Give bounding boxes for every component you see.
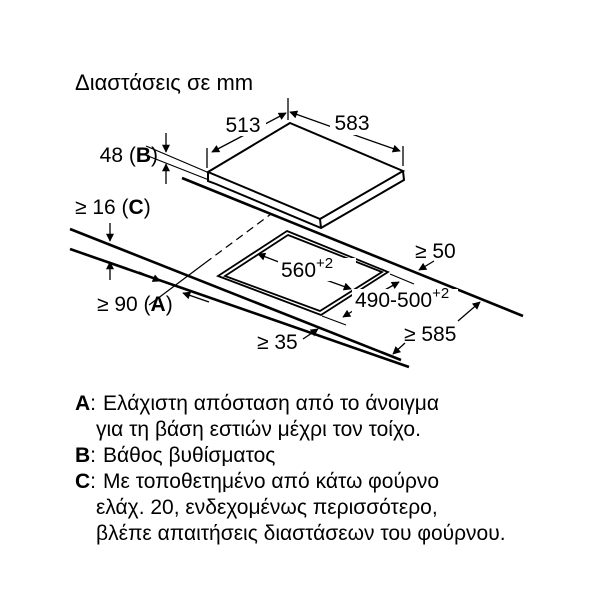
dim-585-arrow-upright (458, 302, 480, 321)
note-text: Ελάχιστη απόσταση από το άνοιγμα (103, 392, 440, 415)
dim-90-arrow-left (183, 293, 209, 302)
note-line: για τη βάση εστιών μέχρι τον τοίχο. (96, 418, 421, 441)
dim-label-513: 513 (225, 114, 261, 137)
dim-label-560: $560^{+2}$ (281, 255, 334, 282)
legend-notes (75, 391, 545, 547)
dim-label-490-500: $490-500^{+2}$ (355, 285, 450, 312)
note-line: ελάχ. 20, ενδεχομένως περισσότερο, (96, 496, 438, 519)
dim-label-16-C: ≥ 16 (C) (75, 196, 151, 219)
dim-label-48-B: 48 (B) (99, 144, 158, 167)
dim-label-50: ≥ 50 (415, 240, 456, 263)
note-line (75, 469, 545, 495)
dim-label-90-A: ≥ 90 (A) (97, 293, 173, 316)
cutout-depth-extension-bottom (322, 316, 346, 325)
cutout-depth-extension-top (390, 274, 414, 284)
note-line (75, 391, 545, 417)
hob-top-surface (208, 123, 403, 219)
dim-label-35: ≥ 35 (257, 331, 298, 354)
note-line: βλέπε απαιτήσεις διαστάσεων του φούρνου. (96, 522, 506, 545)
dim-label-585: ≥ 585 (404, 323, 457, 346)
dim-90-arrow-right (139, 272, 160, 281)
note-line (75, 443, 545, 469)
note-marker-b: B: (75, 444, 97, 467)
diagram-title: Διαστάσεις σε mm (75, 70, 254, 95)
note-marker-a: A: (75, 392, 97, 415)
note-text: Με τοποθετημένο από κάτω φούρνο (103, 470, 440, 493)
dim-label-583: 583 (334, 112, 370, 135)
note-text: Βάθος βυθίσματος (103, 444, 276, 467)
note-marker-c: C: (75, 470, 97, 493)
